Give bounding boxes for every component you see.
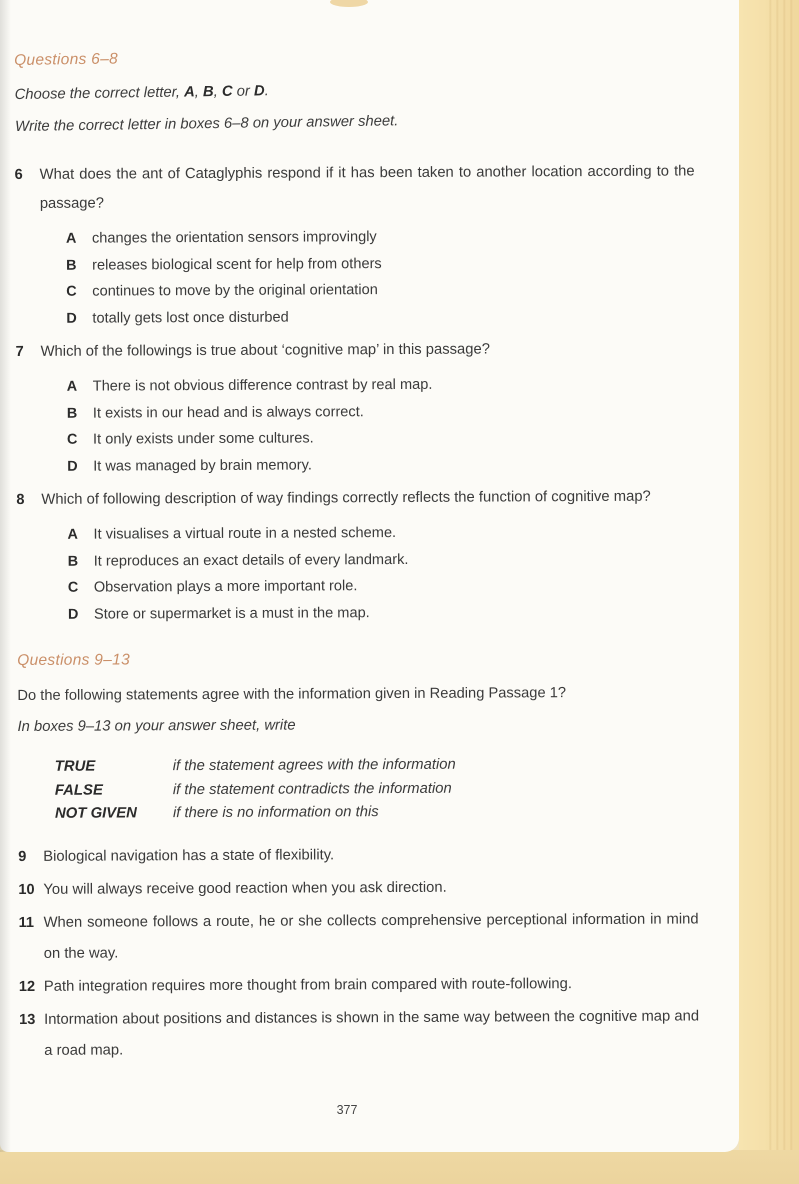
question-text: What does the ant of Cataglyphis respond if it has been taken to another location according to the passage? [39, 163, 695, 212]
option-text: continues to move by the original orientation [92, 282, 378, 300]
choose-letter-c: C [221, 83, 233, 100]
key-row-not-given [55, 799, 698, 826]
statement-row-12 [19, 968, 699, 1003]
choose-letter-b: B [202, 84, 214, 101]
choose-sep3: or [232, 83, 255, 100]
option-row-d [68, 598, 697, 628]
option-row-b [68, 545, 697, 575]
top-edge-notch [330, 0, 368, 7]
key-definition: if the statement contradicts the information [172, 780, 452, 798]
tfng-intro: Do the following statements agree with the information given in Reading Passage 1? [17, 685, 567, 704]
statement-row-10 [18, 871, 698, 906]
choose-end: . [264, 83, 269, 100]
option-letter: C [66, 283, 77, 300]
option-row-d [67, 450, 696, 480]
options-list [67, 370, 697, 479]
key-term: FALSE [54, 782, 103, 799]
mc-section-heading: Questions 6–8 [14, 50, 119, 69]
statement-number: 13 [19, 1011, 36, 1028]
statement-row-13 [19, 1001, 699, 1067]
question-item-6 [15, 157, 696, 332]
option-row-a [67, 370, 696, 400]
statement-number: 11 [18, 914, 35, 931]
option-letter: A [67, 526, 78, 543]
question-number: 7 [15, 343, 24, 360]
option-row-b [66, 249, 695, 279]
option-text: It exists in our head and is always correct. [92, 403, 364, 422]
option-letter: B [67, 553, 79, 570]
key-term: NOT GIVEN [54, 805, 137, 822]
book-surface-bottom [0, 1150, 799, 1184]
question-row [15, 334, 695, 367]
choose-letter-a: A [183, 84, 195, 101]
question-text: Which of the followings is true about ‘cognitive map’ in this passage? [40, 341, 490, 360]
statement-text: Path integration requires more thought from brain compared with route-following. [43, 975, 572, 995]
page-number: 377 [336, 1103, 358, 1117]
question-row [16, 482, 696, 515]
option-text: It was managed by brain memory. [93, 456, 312, 475]
option-letter: A [65, 230, 77, 247]
option-text: There is not obvious difference contrast by real map. [92, 376, 433, 395]
option-row-a [67, 518, 696, 548]
statement-number: 10 [18, 881, 35, 898]
question-row [15, 157, 695, 219]
statement-text: You will always receive good reaction when you ask direction. [43, 879, 447, 898]
choose-sep1: , [194, 84, 204, 101]
page-content [14, 48, 699, 1068]
option-letter: A [66, 378, 78, 395]
key-row-true [55, 752, 698, 779]
left-edge-shadow [0, 0, 11, 1152]
choose-letter-d: D [253, 83, 265, 100]
statement-text: Biological navigation has a state of flexibility. [43, 846, 335, 865]
option-text: It visualises a virtual route in a nested scheme. [93, 525, 397, 543]
question-number: 8 [16, 491, 25, 508]
option-row-b [67, 397, 696, 427]
option-row-d [66, 302, 695, 332]
choose-prefix: Choose the correct letter, [14, 84, 185, 103]
key-definition: if the statement agrees with the information [172, 756, 456, 775]
option-letter: D [67, 458, 78, 475]
statement-number: 12 [18, 978, 36, 995]
option-text: It reproduces an exact details of every landmark. [93, 551, 409, 570]
option-text: Observation plays a more important role. [93, 578, 358, 596]
key-definition: if there is no information on this [172, 804, 379, 822]
option-letter: B [66, 405, 78, 422]
tfng-boxes-line: In boxes 9–13 on your answer sheet, write [17, 717, 296, 735]
question-number: 6 [14, 166, 23, 183]
option-text: Store or supermarket is a must in the map. [93, 604, 370, 623]
statement-number: 9 [18, 848, 27, 865]
statement-row-9 [18, 838, 698, 873]
mc-instruction-write: Write the correct letter in boxes 6–8 on your answer sheet. [14, 113, 399, 135]
option-text: releases biological scent for help from others [92, 255, 382, 274]
mc-instruction-choose [15, 77, 695, 103]
statements-list [18, 838, 699, 1067]
option-text: It only exists under some cultures. [92, 430, 314, 448]
statement-text: Intormation about positions and distances is shown in the same way between the cognitive map and a road map. [44, 1007, 700, 1059]
option-row-c [68, 571, 697, 601]
statement-text: When someone follows a route, he or she collects comprehensive perceptional information in mind on the way. [43, 910, 699, 962]
option-letter: D [67, 606, 79, 623]
question-item-7 [15, 334, 696, 480]
choose-sep2: , [213, 83, 223, 101]
option-row-a [66, 222, 695, 252]
statement-row-11 [18, 904, 698, 970]
option-text: changes the orientation sensors improvingly [91, 229, 377, 247]
question-item-8 [16, 482, 697, 628]
option-row-c [67, 423, 696, 453]
question-text: Which of following description of way findings correctly reflects the function of cognitive map? [41, 488, 651, 508]
answer-key [55, 752, 698, 826]
option-row-c [66, 275, 695, 305]
mc-section-intro [14, 42, 695, 135]
key-row-false [55, 776, 698, 803]
options-list [67, 518, 697, 627]
option-letter: C [67, 579, 79, 596]
option-letter: D [66, 310, 77, 327]
option-text: totally gets lost once disturbed [92, 309, 289, 327]
tfng-section-heading: Questions 9–13 [17, 651, 131, 669]
options-list [66, 222, 696, 331]
option-letter: B [66, 257, 77, 274]
option-letter: C [66, 431, 78, 448]
key-term: TRUE [54, 758, 96, 775]
book-page-edge-right [739, 0, 799, 1184]
